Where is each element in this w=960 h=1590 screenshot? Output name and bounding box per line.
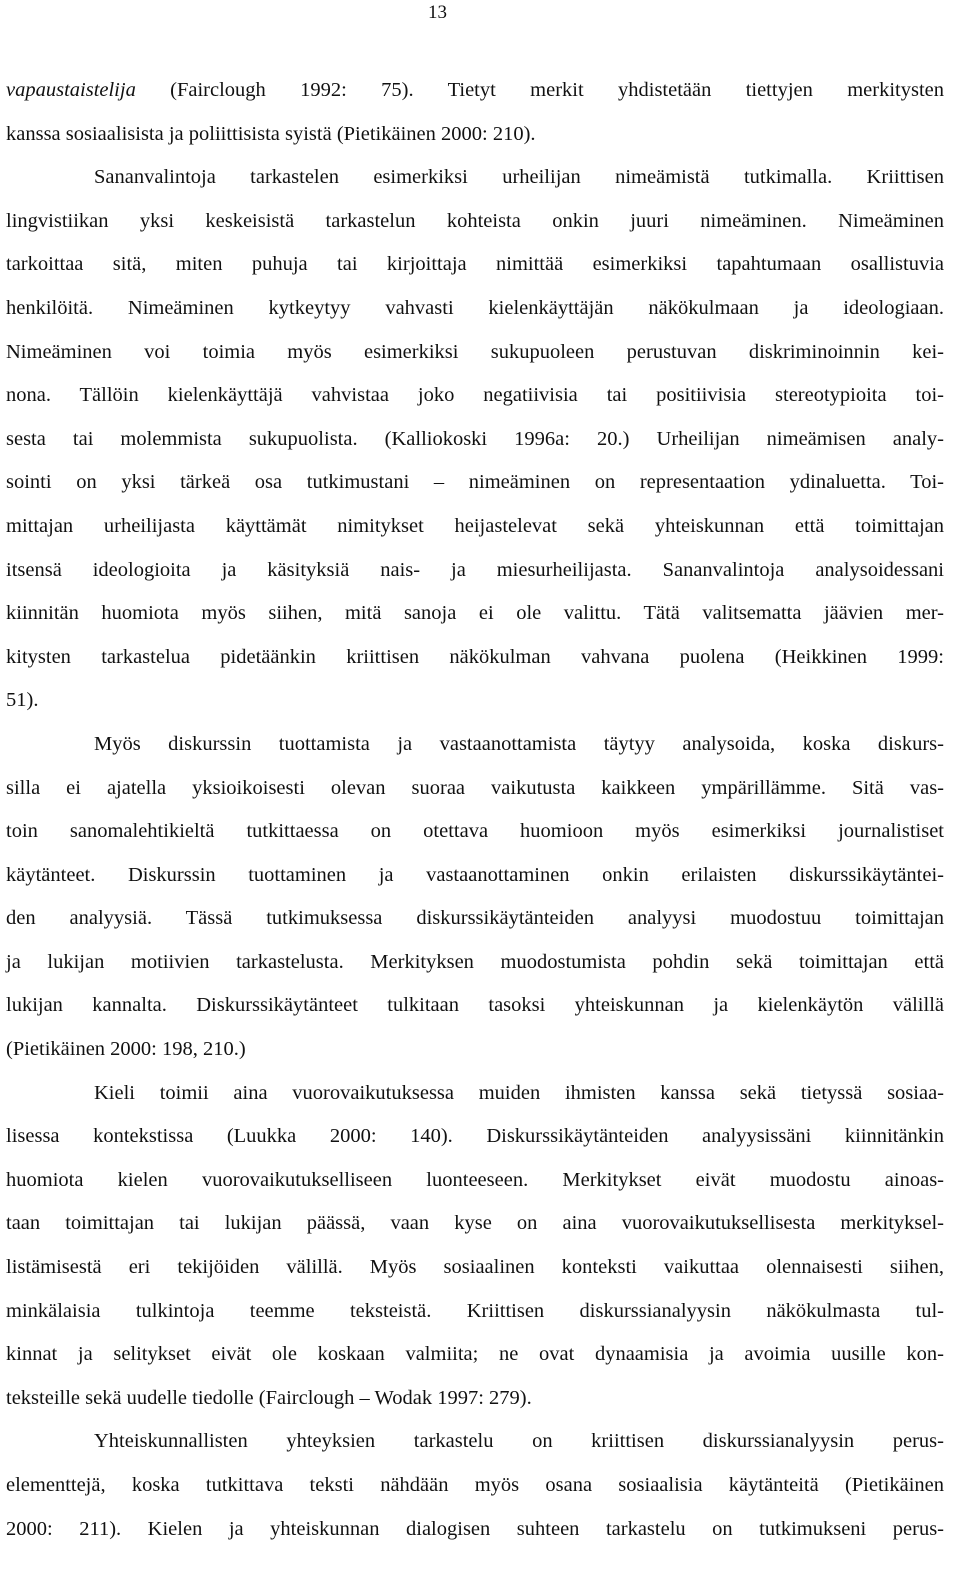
text-line: taan toimittajan tai lukijan päässä, vaan kyse on aina vuorovaikutuksellisesta merkityksel- (6, 1212, 944, 1235)
text-line: listämisestä eri tekijöiden välillä. Myös sosiaalinen konteksti vaikuttaa olennaisesti siihen, (6, 1256, 944, 1279)
text-line: sesta tai molemmista sukupuolista. (Kalliokoski 1996a: 20.) Urheilijan nimeämisen analy- (6, 427, 944, 450)
text-line: nona. Tällöin kielenkäyttäjä vahvistaa joko negatiivisia tai positiivisia stereotypioita toi- (6, 384, 944, 407)
text-line: Kieli toimii aina vuorovaikutuksessa muiden ihmisten kanssa sekä tietyssä sosiaa- (94, 1081, 944, 1104)
text-line: itsensä ideologioita ja käsityksiä nais- ja miesurheilijasta. Sananvalintoja analysoidessani (6, 558, 944, 581)
text-line: huomiota kielen vuorovaikutukselliseen luonteeseen. Merkitykset eivät muodostu ainoas- (6, 1168, 944, 1191)
text-line: Nimeäminen voi toimia myös esimerkiksi sukupuoleen perustuvan diskriminoinnin kei- (6, 340, 944, 363)
text-line: mittajan urheilijasta käyttämät nimitykset heijastelevat sekä yhteiskunnan että toimittajan (6, 514, 944, 537)
italic-term: vapaustaistelija (6, 79, 136, 101)
text-line: henkilöitä. Nimeäminen kytkeytyy vahvasti kielenkäyttäjän näkökulmaan ja ideologiaan. (6, 296, 944, 319)
text-line: kinnat ja selitykset eivät ole koskaan valmiita; ne ovat dynaamisia ja avoimia uusille kon- (6, 1343, 944, 1366)
document-body (6, 69, 944, 1551)
text-line: Myös diskurssin tuottamista ja vastaanottamista täytyy analysoida, koska diskurs- (94, 732, 944, 755)
page-number: 13 (428, 2, 447, 23)
text-line: lingvistiikan yksi keskeisistä tarkastelun kohteista onkin juuri nimeäminen. Nimeäminen (6, 209, 944, 232)
text-line: käytänteet. Diskurssin tuottaminen ja vastaanottaminen onkin erilaisten diskurssikäytäntei- (6, 863, 944, 886)
text-line: sointi on yksi tärkeä osa tutkimustani – nimeäminen on representaation ydinaluetta. Toi- (6, 471, 944, 494)
text-line: den analyysiä. Tässä tutkimuksessa diskurssikäytänteiden analyysi muodostuu toimittajan (6, 907, 944, 930)
text-line: silla ei ajatella yksioikoisesti olevan suoraa vaikutusta kaikkeen ympärillämme. Sitä vas- (6, 776, 944, 799)
text-line: vapaustaistelija (Fairclough 1992: 75). Tietyt merkit yhdistetään tiettyjen merkitysten (6, 79, 944, 101)
text-line: Sananvalintoja tarkastelen esimerkiksi urheilijan nimeämistä tutkimalla. Kriittisen (94, 166, 944, 189)
text-line: tarkoittaa sitä, miten puhuja tai kirjoittaja nimittää esimerkiksi tapahtumaan osallistuvia (6, 253, 944, 276)
text-line: 51). (6, 689, 39, 712)
text-line: lukijan kannalta. Diskurssikäytänteet tulkitaan tasoksi yhteiskunnan ja kielenkäytön välillä (6, 994, 944, 1017)
text-line: toin sanomalehtikieltä tutkittaessa on otettava huomioon myös esimerkiksi journalistiset (6, 820, 944, 843)
text-line: kiinnitän huomiota myös siihen, mitä sanoja ei ole valittu. Tätä valitsematta jäävien mer- (6, 602, 944, 625)
text-line: lisessa kontekstissa (Luukka 2000: 140). Diskurssikäytänteiden analyysissäni kiinnitänkin (6, 1125, 944, 1148)
text-line: elementtejä, koska tutkittava teksti nähdään myös osana sosiaalisia käytänteitä (Pietikäinen (6, 1474, 944, 1496)
text-line: ja lukijan motiivien tarkastelusta. Merkityksen muodostumista pohdin sekä toimittajan että (6, 950, 944, 973)
text-line: kanssa sosiaalisista ja poliittisista syistä (Pietikäinen 2000: 210). (6, 122, 536, 145)
text-line: teksteille sekä uudelle tiedolle (Fairclough – Wodak 1997: 279). (6, 1386, 532, 1409)
text-line: (Pietikäinen 2000: 198, 210.) (6, 1038, 246, 1061)
text-line: kitysten tarkastelua pidetäänkin kriittisen näkökulman vahvana puolena (Heikkinen 1999: (6, 645, 944, 668)
text-line: 2000: 211). Kielen ja yhteiskunnan dialogisen suhteen tarkastelu on tutkimukseni perus- (6, 1517, 944, 1540)
text-line: Yhteiskunnallisten yhteyksien tarkastelu on kriittisen diskurssianalyysin perus- (94, 1430, 944, 1453)
text-line: minkälaisia tulkintoja teemme teksteistä. Kriittisen diskurssianalyysin näkökulmasta tul- (6, 1299, 944, 1322)
